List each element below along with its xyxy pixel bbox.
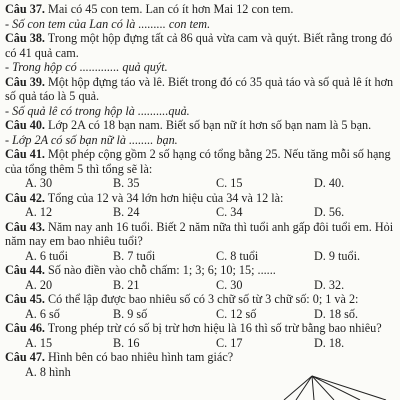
triangle-figure	[282, 372, 392, 400]
option-b[interactable]: B. 7 tuổi	[113, 248, 156, 263]
question-39	[5, 75, 394, 119]
option-d[interactable]: D. 18.	[314, 335, 345, 350]
option-b[interactable]: B. 35	[113, 176, 140, 190]
question-text: Tổng của 12 và 34 lớn hơn hiệu của 34 và 12 là:	[47, 190, 284, 205]
question-text: Một hộp đựng táo và lê. Biết trong đó có 35 quả táo và số quả lê ít hơn số quả táo là 5 quả.	[5, 74, 394, 103]
question-40	[5, 118, 394, 147]
option-c[interactable]: C. 12 số	[216, 306, 257, 321]
option-a[interactable]: A. 8 hình	[25, 364, 71, 379]
question-number: Câu 46.	[5, 321, 45, 335]
answer-line: - Lớp 2A có số bạn nữ là ........ bạn.	[5, 132, 178, 147]
question-number: Câu 44.	[5, 263, 45, 277]
option-d[interactable]: D. 9 tuổi.	[314, 248, 361, 263]
option-b[interactable]: B. 21	[113, 277, 140, 292]
option-a[interactable]: A. 20	[25, 277, 53, 292]
option-c[interactable]: C. 8 tuổi	[216, 248, 259, 263]
question-38	[5, 31, 394, 75]
question-37	[5, 2, 394, 31]
question-number: Câu 39.	[5, 74, 45, 89]
question-text: Số nào điền vào chỗ chấm: 1; 3; 6; 10; 15; ......	[48, 263, 276, 277]
question-number: Câu 45.	[5, 292, 45, 306]
question-number: Câu 40.	[5, 118, 45, 132]
answer-options	[25, 278, 394, 293]
answer-options	[25, 249, 394, 264]
answer-line: - Trong hộp có ............. quả quýt.	[5, 60, 168, 74]
option-d[interactable]: D. 40.	[314, 176, 345, 190]
option-d[interactable]: D. 56.	[314, 205, 345, 219]
question-number: Câu 43.	[5, 219, 45, 234]
question-43	[5, 220, 394, 264]
option-c[interactable]: C. 15	[216, 176, 243, 190]
option-d[interactable]: D. 32.	[314, 277, 345, 292]
question-text: Mai có 45 con tem. Lan có ít hơn Mai 12 con tem.	[48, 2, 294, 16]
answer-options	[25, 307, 394, 322]
question-number: Câu 37.	[5, 2, 45, 16]
question-44	[5, 263, 394, 292]
question-text: Trong một hộp đựng tất cả 86 quả vừa cam và quýt. Biết rằng trong đó có 41 quả cam.	[5, 31, 393, 60]
option-b[interactable]: B. 24	[113, 205, 140, 219]
option-c[interactable]: C. 17	[216, 335, 243, 350]
option-d[interactable]: D. 18 số.	[314, 306, 359, 321]
answer-options	[25, 205, 394, 220]
option-b[interactable]: B. 16	[113, 335, 140, 350]
option-a[interactable]: A. 15	[25, 335, 53, 350]
answer-options	[25, 176, 394, 191]
question-text: Hình bên có bao nhiêu hình tam giác?	[48, 350, 234, 364]
option-a[interactable]: A. 30	[25, 176, 53, 190]
option-a[interactable]: A. 12	[25, 205, 53, 219]
question-text: Lớp 2A có 18 bạn nam. Biết số bạn nữ ít hơn số bạn nam là 5 bạn.	[48, 118, 372, 132]
question-text: Có thể lập được bao nhiêu số có 3 chữ số từ 3 chữ số: 0; 1 và 2:	[48, 292, 359, 306]
question-text: Một phép cộng gồm 2 số hạng có tổng bằng 25. Nếu tăng mỗi số hạng của tổng thêm 5 thì tổng sẽ là:	[5, 147, 391, 176]
answer-line: - Số con tem của Lan có là ......... con tem.	[5, 16, 211, 31]
question-45	[5, 292, 394, 321]
question-number: Câu 47.	[5, 350, 45, 364]
option-a[interactable]: A. 6 số	[25, 306, 60, 321]
answer-line: - Số quả lê có trong hộp là ..........quả.	[5, 103, 190, 118]
question-42	[5, 191, 394, 220]
option-c[interactable]: C. 30	[216, 277, 243, 292]
option-c[interactable]: C. 34	[216, 205, 243, 219]
question-text: Trong phép trừ có số bị trừ hơn hiệu là 16 thì số trừ bằng bao nhiêu?	[47, 321, 382, 335]
question-46	[5, 321, 394, 350]
question-number: Câu 41.	[5, 147, 45, 161]
question-number: Câu 42.	[5, 190, 45, 205]
question-text: Năm nay anh 16 tuổi. Biết 2 năm nữa thì tuổi anh gấp đôi tuổi em. Hỏi năm nay em bao nhiêu tuổi?	[5, 219, 394, 248]
option-b[interactable]: B. 9 số	[113, 306, 148, 321]
option-a[interactable]: A. 6 tuổi	[25, 248, 68, 263]
answer-options	[25, 336, 394, 351]
question-number: Câu 38.	[5, 31, 45, 45]
question-41	[5, 147, 394, 191]
